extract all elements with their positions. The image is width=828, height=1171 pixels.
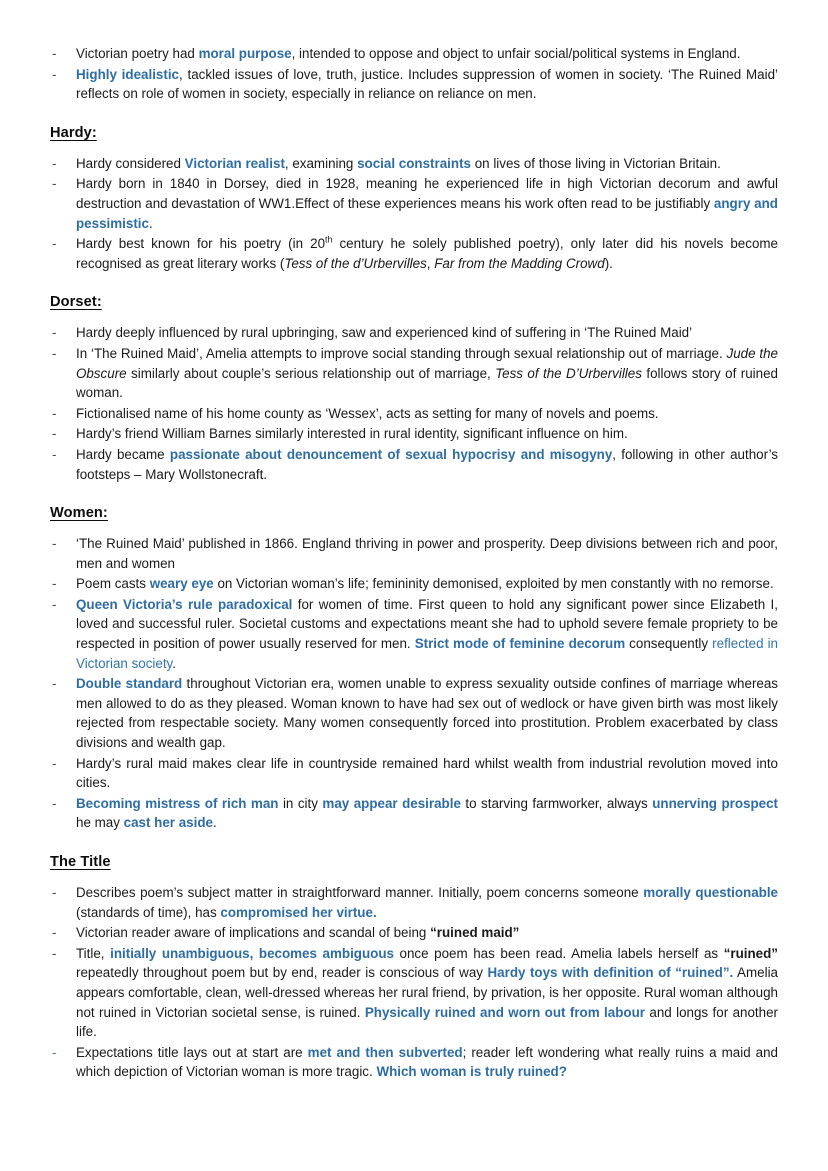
list-item	[50, 404, 778, 424]
bullet-dash-icon: -	[52, 795, 57, 811]
highlight-text: Victorian realist	[184, 155, 285, 171]
bullet-dash-icon: -	[52, 885, 57, 900]
section-heading-hardy	[50, 125, 778, 141]
body-text: ).	[604, 255, 613, 271]
highlight-text: compromised her virtue.	[220, 904, 377, 920]
bullet-dash-icon: -	[52, 596, 57, 612]
body-text: Hardy best known for his poetry (in 20	[76, 236, 326, 252]
body-text: in city	[278, 795, 323, 811]
highlight-text: angry and pessimistic	[76, 195, 778, 231]
heading-text: The Title	[50, 854, 111, 870]
body-text: Victorian reader aware of implications and scandal of being	[76, 925, 431, 941]
body-text: Hardy deeply influenced by rural upbringing, saw and experienced kind of suffering in ‘The Ruined Maid’	[76, 325, 693, 341]
bullet-list-women	[50, 534, 778, 833]
bullet-dash-icon: -	[52, 155, 57, 171]
bullet-dash-icon: -	[52, 426, 57, 442]
body-text: similarly about couple’s serious relationship out of marriage,	[126, 365, 496, 381]
body-text: for women of time. First queen to hold any significant power since Elizabeth I, loved and successful ruler. Societal customs and expectations meant she had to uphold severe female propriety to be respected in position of power usually reserved for men.	[76, 596, 778, 652]
body-text: , following in other author’s footsteps – Mary Wollstonecraft.	[76, 446, 778, 482]
highlight-text: reflected in Victorian society	[76, 636, 778, 671]
body-text: Poem casts	[76, 576, 150, 592]
body-text: (standards of time), has	[76, 904, 221, 920]
body-text: Hardy’s rural maid makes clear life in countryside remained hard whilst wealth from industrial revolution moved into cities.	[76, 755, 778, 791]
list-item	[50, 234, 778, 273]
body-text: consequently	[625, 636, 713, 652]
highlight-text: Strict mode of feminine decorum	[414, 636, 626, 652]
bullet-list-the-title	[50, 883, 778, 1082]
heading-text: Dorset:	[50, 294, 102, 311]
body-text: , examining	[284, 155, 358, 171]
title-italic-text: Tess of the D’Urbervilles	[495, 365, 642, 381]
title-italic-text: Far from the Madding Crowd	[434, 255, 605, 271]
body-text: Hardy became	[76, 446, 170, 462]
bullet-dash-icon: -	[52, 66, 57, 82]
body-text: Describes poem’s subject matter in straightforward manner. Initially, poem concerns someone	[76, 885, 644, 900]
bullet-dash-icon: -	[52, 925, 57, 941]
highlight-text: cast her aside	[123, 815, 213, 831]
body-text: ,	[426, 255, 435, 271]
body-text: Victorian poetry had	[76, 46, 199, 61]
bullet-dash-icon: -	[52, 345, 57, 361]
list-item	[50, 174, 778, 233]
bold-text: “ruined”	[723, 945, 778, 961]
bullet-list-hardy	[50, 154, 778, 274]
highlight-text: initially unambiguous, becomes ambiguous	[110, 945, 394, 961]
highlight-text: Becoming mistress of rich man	[76, 795, 279, 811]
bullet-dash-icon: -	[52, 676, 57, 692]
list-item	[50, 1043, 778, 1082]
bullet-list-dorset	[50, 323, 778, 484]
body-text: , intended to oppose and object to unfair social/political systems in England.	[291, 46, 741, 61]
list-item	[50, 424, 778, 444]
list-item	[50, 154, 778, 174]
document-body	[50, 44, 778, 1082]
body-text: and longs for another life.	[76, 1004, 778, 1040]
body-text: Expectations title lays out at start are	[76, 1044, 308, 1060]
highlight-text: morally questionable	[643, 885, 778, 900]
highlight-text: Which woman is truly ruined?	[376, 1064, 567, 1080]
bullet-dash-icon: -	[52, 446, 57, 462]
body-text: Hardy considered	[76, 155, 185, 171]
body-text: .	[212, 815, 217, 831]
list-item	[50, 65, 778, 104]
body-text: .	[148, 215, 153, 231]
list-item	[50, 595, 778, 673]
body-text: ‘The Ruined Maid’ published in 1866. England thriving in power and prosperity. Deep divisions between rich and poor, men and women	[76, 536, 778, 571]
body-text: on lives of those living in Victorian Britain.	[470, 155, 721, 171]
body-text: Fictionalised name of his home county as ‘Wessex’, acts as setting for many of novels and poems.	[76, 405, 659, 421]
body-text: Amelia appears comfortable, clean, well-dressed whereas her rural friend, by privation, is her opposite. Rural woman although not ruined in Victorian societal sense, is ruined.	[76, 965, 778, 1020]
bullet-dash-icon: -	[52, 1044, 57, 1060]
body-text: , tackled issues of love, truth, justice. Includes suppression of women in society. ‘The Ruined Maid’ reflects on role of women in society, especially in reliance on reliance on men.	[76, 66, 778, 102]
list-item	[50, 534, 778, 573]
title-italic-text: Jude the Obscure	[76, 345, 778, 381]
highlight-text: weary eye	[149, 576, 214, 592]
highlight-text: Physically ruined and worn out from labour	[364, 1004, 645, 1020]
bullet-dash-icon: -	[52, 325, 57, 341]
bullet-dash-icon: -	[52, 945, 57, 961]
heading-text: Women:	[50, 505, 108, 522]
body-text: on Victorian woman’s life; femininity demonised, exploited by men constantly with no remorse.	[213, 576, 774, 592]
list-item	[50, 754, 778, 793]
bullet-dash-icon: -	[52, 236, 57, 252]
highlight-text: Double standard	[76, 676, 183, 692]
bullet-dash-icon: -	[52, 536, 57, 552]
body-text: Title,	[76, 945, 111, 961]
bullet-dash-icon: -	[52, 755, 57, 771]
bullet-dash-icon: -	[52, 46, 57, 61]
bullet-dash-icon: -	[52, 576, 57, 592]
section-heading-women	[50, 505, 778, 521]
list-item	[50, 574, 778, 594]
section-heading-the-title	[50, 854, 778, 870]
section-heading-dorset	[50, 294, 778, 310]
highlight-text: passionate about denouncement of sexual hypocrisy and misogyny	[169, 446, 613, 462]
highlight-text: moral purpose	[198, 46, 292, 61]
title-italic-text: Tess of the d’Urbervilles	[284, 255, 427, 271]
bullet-dash-icon: -	[52, 405, 57, 421]
bullet-list-intro	[50, 44, 778, 104]
highlight-text: Hardy toys with definition of “ruined”.	[487, 965, 734, 981]
heading-text: Hardy:	[50, 124, 97, 141]
list-item	[50, 883, 778, 922]
highlight-text: unnerving prospect	[652, 795, 778, 811]
body-text: century he solely published poetry), only later did his novels become recognised as great literary works (	[76, 236, 778, 271]
list-item	[50, 323, 778, 343]
body-text: In ‘The Ruined Maid’, Amelia attempts to improve social standing through sexual relationship out of marriage.	[76, 345, 727, 361]
bullet-dash-icon: -	[52, 176, 57, 192]
body-text: to starving farmworker, always	[460, 795, 653, 811]
list-item	[50, 674, 778, 752]
body-text: throughout Victorian era, women unable to express sexuality outside confines of marriage whereas men allowed to do as they pleased. Woman known to have had sex out of wedlock or have given birth was most likely rejected from respectable society. Many women consequently forced into prostitution. Problem exacerbated by class divisions and wealth gap.	[76, 676, 779, 751]
highlight-text: social constraints	[357, 155, 471, 171]
highlight-text: met and then subverted	[307, 1044, 463, 1060]
bold-text: “ruined maid”	[430, 925, 520, 941]
body-text: once poem has been read. Amelia labels herself as	[393, 945, 724, 961]
highlight-text: Queen Victoria’s rule paradoxical	[76, 596, 293, 612]
body-text: follows story of ruined woman.	[76, 365, 778, 401]
list-item	[50, 794, 778, 833]
list-item	[50, 923, 778, 943]
body-text: ; reader left wondering what really ruins a maid and which depiction of Victorian woman is more tragic.	[76, 1044, 779, 1080]
list-item	[50, 44, 778, 64]
list-item	[50, 344, 778, 403]
body-text: Hardy’s friend William Barnes similarly interested in rural identity, significant influence on him.	[76, 426, 628, 442]
list-item	[50, 445, 778, 484]
highlight-text: Highly idealistic	[76, 66, 179, 82]
ordinal-suffix: th	[325, 234, 333, 245]
body-text: .	[172, 655, 176, 671]
body-text: repeatedly throughout poem but by end, reader is conscious of way	[76, 965, 488, 981]
body-text: Hardy born in 1840 in Dorsey, died in 1928, meaning he experienced life in high Victorian decorum and awful destruction and devastation of WW1.Effect of these experiences means his work often read to be justifiably	[76, 176, 778, 211]
body-text: he may	[76, 815, 124, 831]
list-item	[50, 944, 778, 1042]
highlight-text: may appear desirable	[322, 795, 461, 811]
